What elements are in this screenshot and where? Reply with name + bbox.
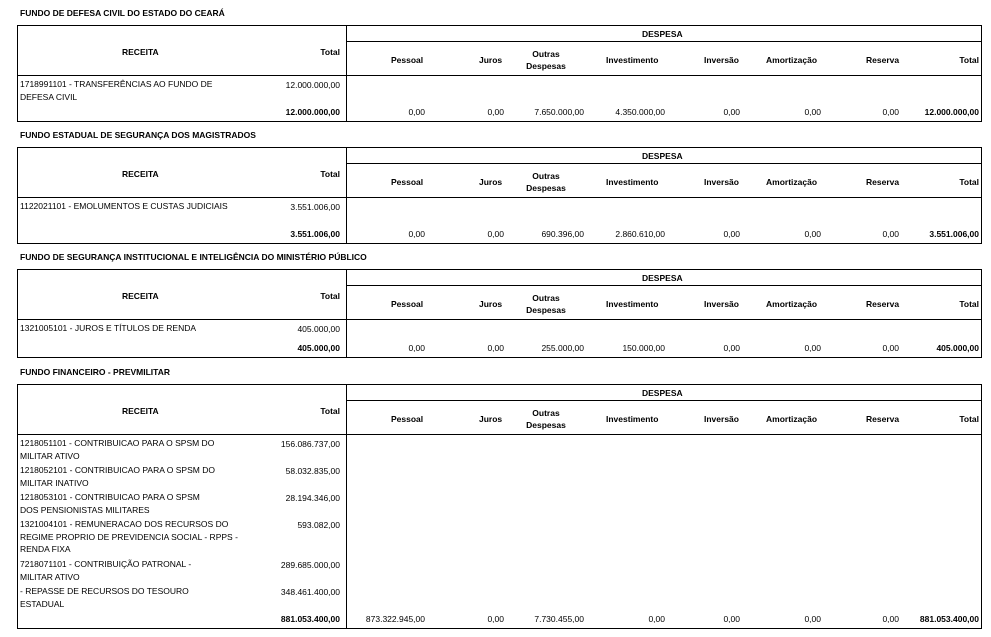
- despesa-outras: 690.396,00: [541, 229, 584, 239]
- despesa-pessoal: 0,00: [408, 107, 425, 117]
- col-juros: Juros: [479, 177, 503, 187]
- section-title: FUNDO DE DEFESA CIVIL DO ESTADO DO CEARÁ: [20, 8, 225, 18]
- col-amortizacao: Amortização: [766, 55, 818, 65]
- despesa-header: DESPESA: [642, 273, 683, 283]
- col-investimento: Investimento: [606, 299, 659, 309]
- receita-item-value: 156.086.737,00: [280, 439, 340, 449]
- receita-item-label: 1218053101 - CONTRIBUICAO PARA O SPSM DOS PENSIONISTAS MILITARES: [20, 492, 200, 515]
- col-pessoal: Pessoal: [391, 414, 424, 424]
- receita-item-label: 1321005101 - JUROS E TÍTULOS DE RENDA: [20, 323, 197, 333]
- fund-table: [17, 147, 982, 244]
- col-reserva: Reserva: [866, 299, 900, 309]
- receita-total-header: Total: [320, 291, 340, 301]
- despesa-header: DESPESA: [642, 151, 683, 161]
- receita-total: 881.053.400,00: [280, 614, 340, 624]
- despesa-reserva: 0,00: [882, 229, 899, 239]
- despesa-total: 405.000,00: [936, 343, 979, 353]
- despesa-investimento: 4.350.000,00: [615, 107, 665, 117]
- receita-item-value: 289.685.000,00: [280, 560, 340, 570]
- receita-item-value: 58.032.835,00: [285, 466, 340, 476]
- col-investimento: Investimento: [606, 414, 659, 424]
- despesa-inversao: 0,00: [723, 107, 740, 117]
- col-amortizacao: Amortização: [766, 414, 818, 424]
- receita-item-label: 1218051101 - CONTRIBUICAO PARA O SPSM DO MILITAR ATIVO: [20, 438, 215, 461]
- despesa-amortizacao: 0,00: [804, 107, 821, 117]
- col-juros: Juros: [479, 55, 503, 65]
- despesa-amortizacao: 0,00: [804, 229, 821, 239]
- col-inversao: Inversão: [704, 55, 739, 65]
- receita-total: 405.000,00: [297, 343, 340, 353]
- despesa-outras: 7.730.455,00: [534, 614, 584, 624]
- col-outras: Outras Despesas: [526, 49, 566, 71]
- section-title: FUNDO DE SEGURANÇA INSTITUCIONAL E INTELIGÊNCIA DO MINISTÉRIO PÚBLICO: [20, 252, 367, 262]
- col-inversao: Inversão: [704, 177, 739, 187]
- receita-total-header: Total: [320, 169, 340, 179]
- receita-header: RECEITA: [122, 169, 159, 179]
- receita-item-value: 3.551.006,00: [290, 202, 340, 212]
- col-total: Total: [959, 55, 979, 65]
- despesa-investimento: 2.860.610,00: [615, 229, 665, 239]
- despesa-pessoal: 873.322.945,00: [365, 614, 425, 624]
- despesa-total: 12.000.000,00: [924, 107, 979, 117]
- despesa-amortizacao: 0,00: [804, 343, 821, 353]
- receita-header: RECEITA: [122, 291, 159, 301]
- despesa-pessoal: 0,00: [408, 229, 425, 239]
- despesa-juros: 0,00: [487, 614, 504, 624]
- despesa-inversao: 0,00: [723, 343, 740, 353]
- section-title: FUNDO FINANCEIRO - PREVMILITAR: [20, 367, 171, 377]
- receita-item-value: 593.082,00: [297, 520, 340, 530]
- col-reserva: Reserva: [866, 177, 900, 187]
- receita-header: RECEITA: [122, 406, 159, 416]
- despesa-reserva: 0,00: [882, 614, 899, 624]
- col-pessoal: Pessoal: [391, 55, 424, 65]
- receita-item-value: 28.194.346,00: [285, 493, 340, 503]
- col-pessoal: Pessoal: [391, 177, 424, 187]
- col-outras: Outras Despesas: [526, 293, 566, 315]
- receita-item-label: 1321004101 - REMUNERACAO DOS RECURSOS DO REGIME PROPRIO DE PREVIDENCIA SOCIAL - RPPS - RENDA FIXA: [20, 519, 238, 554]
- col-amortizacao: Amortização: [766, 299, 818, 309]
- receita-item-value: 348.461.400,00: [280, 587, 340, 597]
- despesa-inversao: 0,00: [723, 614, 740, 624]
- receita-header: RECEITA: [122, 47, 159, 57]
- despesa-pessoal: 0,00: [408, 343, 425, 353]
- receita-item-value: 405.000,00: [297, 324, 340, 334]
- despesa-total: 3.551.006,00: [929, 229, 979, 239]
- col-reserva: Reserva: [866, 55, 900, 65]
- col-total: Total: [959, 414, 979, 424]
- receita-total: 3.551.006,00: [290, 229, 340, 239]
- despesa-header: DESPESA: [642, 29, 683, 39]
- despesa-total: 881.053.400,00: [919, 614, 979, 624]
- col-amortizacao: Amortização: [766, 177, 818, 187]
- col-inversao: Inversão: [704, 299, 739, 309]
- despesa-juros: 0,00: [487, 343, 504, 353]
- despesa-juros: 0,00: [487, 229, 504, 239]
- col-reserva: Reserva: [866, 414, 900, 424]
- despesa-investimento: 150.000,00: [622, 343, 665, 353]
- col-inversao: Inversão: [704, 414, 739, 424]
- col-total: Total: [959, 177, 979, 187]
- receita-item-label: - REPASSE DE RECURSOS DO TESOURO ESTADUAL: [20, 586, 189, 609]
- col-total: Total: [959, 299, 979, 309]
- despesa-amortizacao: 0,00: [804, 614, 821, 624]
- col-investimento: Investimento: [606, 55, 659, 65]
- receita-item-label: 1218052101 - CONTRIBUICAO PARA O SPSM DO MILITAR INATIVO: [20, 465, 215, 488]
- col-investimento: Investimento: [606, 177, 659, 187]
- receita-total: 12.000.000,00: [285, 107, 340, 117]
- receita-total-header: Total: [320, 406, 340, 416]
- despesa-reserva: 0,00: [882, 343, 899, 353]
- despesa-investimento: 0,00: [648, 614, 665, 624]
- receita-item-label: 1718991101 - TRANSFERÊNCIAS AO FUNDO DE DEFESA CIVIL: [20, 79, 213, 102]
- despesa-outras: 7.650.000,00: [534, 107, 584, 117]
- fund-table: [17, 25, 982, 122]
- despesa-juros: 0,00: [487, 107, 504, 117]
- col-outras: Outras Despesas: [526, 171, 566, 193]
- fund-table: [17, 384, 982, 629]
- despesa-header: DESPESA: [642, 388, 683, 398]
- receita-total-header: Total: [320, 47, 340, 57]
- col-juros: Juros: [479, 299, 503, 309]
- receita-item-label: 7218071101 - CONTRIBUIÇÃO PATRONAL - MILITAR ATIVO: [20, 559, 192, 582]
- col-pessoal: Pessoal: [391, 299, 424, 309]
- receita-item-value: 12.000.000,00: [285, 80, 340, 90]
- despesa-inversao: 0,00: [723, 229, 740, 239]
- fund-table: [17, 269, 982, 358]
- receita-item-label: 1122021101 - EMOLUMENTOS E CUSTAS JUDICIAIS: [20, 201, 228, 211]
- despesa-reserva: 0,00: [882, 107, 899, 117]
- section-title: FUNDO ESTADUAL DE SEGURANÇA DOS MAGISTRADOS: [20, 130, 256, 140]
- despesa-outras: 255.000,00: [541, 343, 584, 353]
- col-outras: Outras Despesas: [526, 408, 566, 430]
- col-juros: Juros: [479, 414, 503, 424]
